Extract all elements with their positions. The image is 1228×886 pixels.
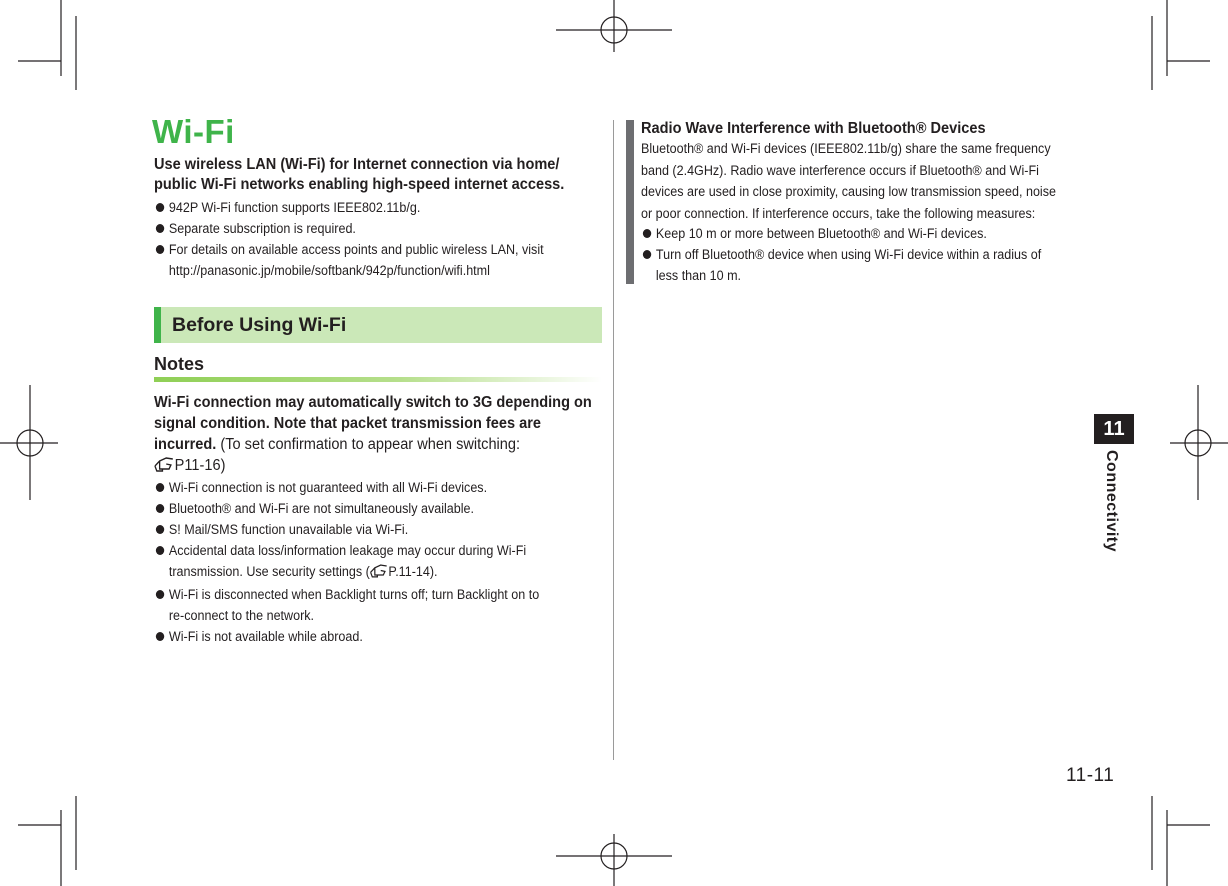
list-item: Wi-Fi connection is not guaranteed with all Wi-Fi devices. xyxy=(154,477,539,498)
list-item-text: Accidental data loss/information leakage may occur during Wi-Fi xyxy=(168,543,527,558)
measures-bullet-list xyxy=(641,223,1071,286)
section-accent-bar xyxy=(154,307,161,343)
intro-lead: Use wireless LAN (Wi-Fi) for Internet connection via home/ public Wi-Fi networks enabling high-speed internet access. xyxy=(154,156,565,193)
list-item: Wi-Fi is not available while abroad. xyxy=(154,626,539,647)
list-item: 942P Wi-Fi function supports IEEE802.11b/g. xyxy=(154,197,544,218)
list-item xyxy=(641,244,1041,286)
body-line: devices are used in close proximity, causing low transmission speed, noise xyxy=(641,184,1056,199)
notes-lead-bold: Wi-Fi connection may automatically switch to 3G depending on signal condition. Note that packet transmission fees are incurred. xyxy=(154,394,592,453)
list-item: S! Mail/SMS function unavailable via Wi-Fi. xyxy=(154,519,539,540)
page-number: 11-11 xyxy=(1066,765,1115,786)
interference-body xyxy=(641,138,1078,224)
list-item-text: re-connect to the network. xyxy=(168,608,315,623)
list-item: Bluetooth® and Wi-Fi are not simultaneously available. xyxy=(154,498,539,519)
list-item-text: less than 10 m. xyxy=(655,268,742,283)
list-item: Separate subscription is required. xyxy=(154,218,544,239)
body-line: Bluetooth® and Wi-Fi devices (IEEE802.11b/g) share the same frequency xyxy=(641,141,1051,156)
list-item-text: transmission. Use security settings ( xyxy=(168,564,370,579)
column-divider xyxy=(613,120,614,760)
registration-mark-icon xyxy=(1170,385,1228,500)
registration-mark-icon xyxy=(0,385,58,500)
body-line: or poor connection. If interference occurs, take the following measures: xyxy=(641,205,1036,221)
notes-divider xyxy=(154,377,602,382)
chapter-number-tab: 11 xyxy=(1094,414,1134,444)
chapter-label: Connectivity xyxy=(1103,450,1120,553)
side-accent-bar xyxy=(626,120,634,284)
intro-bullet-list xyxy=(154,197,573,281)
reference-hand-icon xyxy=(370,563,389,584)
body-line: band (2.4GHz). Radio wave interference occurs if Bluetooth® and Wi-Fi xyxy=(641,162,1039,178)
list-item-text: For details on available access points and public wireless LAN, visit xyxy=(168,242,544,257)
notes-heading: Notes xyxy=(154,354,205,374)
notes-lead xyxy=(154,392,601,478)
notes-lead-rest: (To set confirmation to appear when switching: xyxy=(216,436,521,453)
registration-mark-icon xyxy=(556,834,672,886)
registration-mark-icon xyxy=(556,0,672,52)
list-item xyxy=(154,239,544,281)
wifi-function-url[interactable]: http://panasonic.jp/mobile/softbank/942p/function/wifi.html xyxy=(168,263,490,278)
notes-lead-reference[interactable]: P11-16) xyxy=(174,457,226,474)
interference-heading: Radio Wave Interference with Bluetooth® Devices xyxy=(641,120,986,137)
page-title: Wi-Fi xyxy=(152,113,235,150)
notes-bullet-list xyxy=(154,477,568,647)
section-title: Before Using Wi-Fi xyxy=(172,314,347,336)
reference-hand-icon xyxy=(154,456,175,478)
list-item xyxy=(154,540,539,584)
list-item-text: Wi-Fi is disconnected when Backlight turns off; turn Backlight on to xyxy=(168,587,540,602)
list-item xyxy=(154,584,539,626)
list-item: Keep 10 m or more between Bluetooth® and Wi-Fi devices. xyxy=(641,223,1041,244)
security-settings-reference[interactable]: P.11-14). xyxy=(388,564,438,579)
section-header xyxy=(154,307,602,343)
list-item-text: Turn off Bluetooth® device when using Wi-Fi device within a radius of xyxy=(655,247,1042,262)
